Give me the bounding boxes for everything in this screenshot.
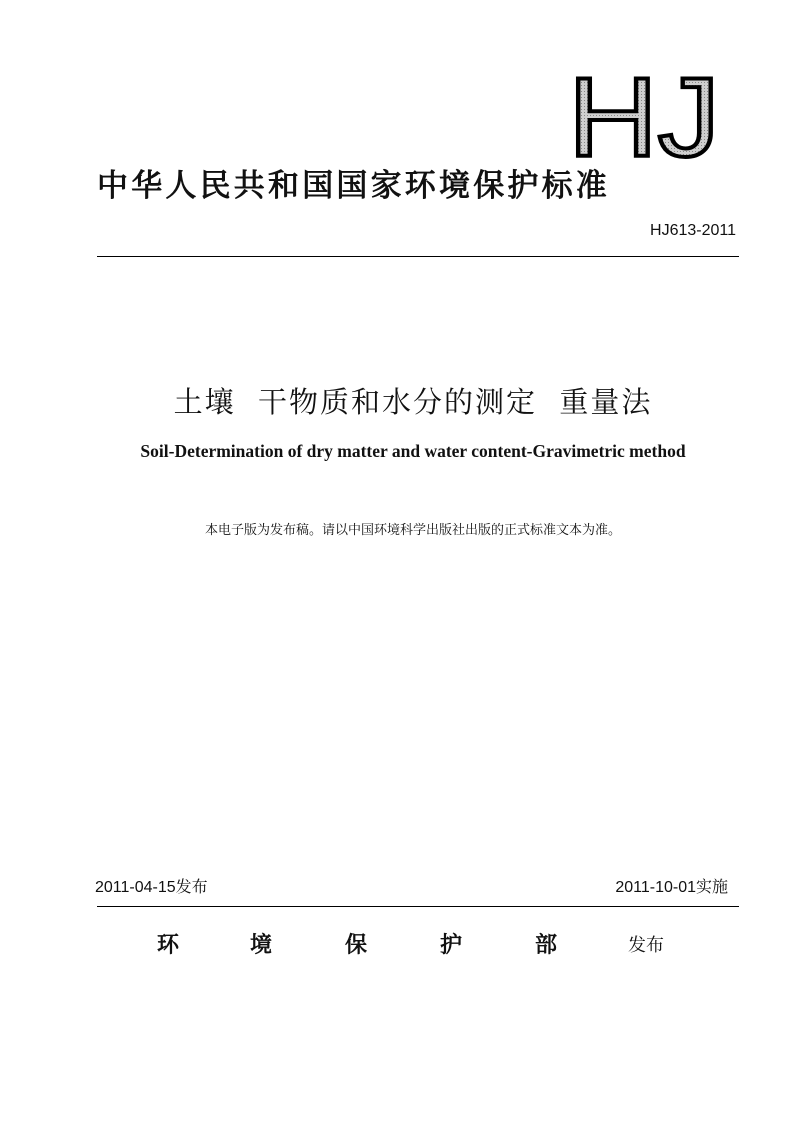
ministry-char: 环 (157, 933, 180, 958)
document-title: 土壤 干物质和水分的测定 重量法 (173, 385, 653, 419)
ministry-char: 境 (250, 933, 273, 958)
issued-label: 发布 (628, 935, 664, 956)
ministry-char: 护 (440, 933, 463, 958)
svg-text:HJ: HJ (568, 70, 720, 162)
implementation-date: 2011-10-01实施 (615, 879, 728, 896)
ministry-char: 保 (345, 933, 368, 958)
hj-logo (566, 70, 726, 162)
header-divider (97, 256, 739, 257)
release-date: 2011-04-15发布 (95, 879, 208, 896)
document-title-english: Soil-Determination of dry matter and water content-Gravimetric method (140, 441, 686, 461)
issuing-organization: 中华人民共和国国家环境保护标准 (97, 168, 610, 204)
footer-divider (97, 906, 739, 907)
edition-note: 本电子版为发布稿。请以中国环境科学出版社出版的正式标准文本为准。 (204, 523, 621, 538)
ministry-char: 部 (535, 933, 558, 958)
standard-code: HJ613-2011 (650, 222, 736, 239)
